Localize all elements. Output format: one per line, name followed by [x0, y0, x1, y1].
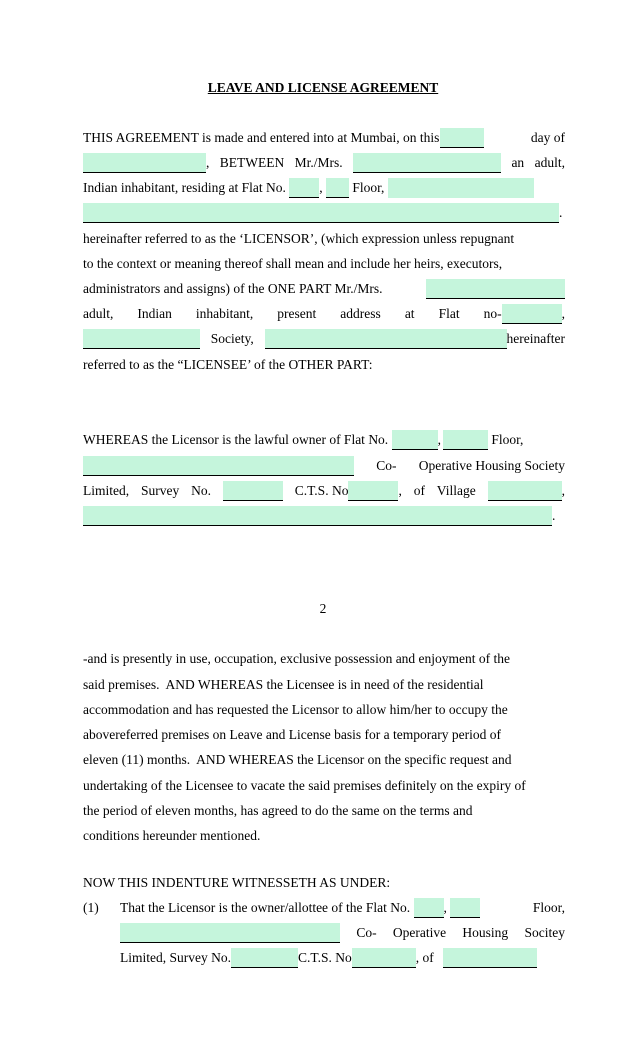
- clause1-floor-field[interactable]: [450, 898, 480, 918]
- licensor-address-field[interactable]: [83, 203, 559, 223]
- clause1-line2: Co- Operative Housing Socitey: [120, 923, 565, 943]
- licensor-name-field[interactable]: [353, 153, 501, 173]
- clause1-number: (1): [83, 900, 99, 915]
- clause1-line1: That the Licensor is the owner/allottee of the Flat No. , Floor,: [120, 898, 565, 918]
- para1-line5: hereinafter referred to as the ‘LICENSOR’, (which expression unless repugnant: [83, 231, 515, 246]
- para1-line3: Indian inhabitant, residing at Flat No. , Floor,: [83, 178, 565, 198]
- property-survey-no-field[interactable]: [223, 481, 283, 501]
- property-society-field[interactable]: [83, 456, 354, 476]
- clause1-society-field[interactable]: [120, 923, 340, 943]
- para3-line1: -and is presently in use, occupation, exclusive possession and enjoyment of the: [83, 651, 511, 666]
- para1-line4: .: [83, 203, 565, 223]
- para2-line2: Co- Operative Housing Society: [83, 456, 565, 476]
- para1-line8: adult, Indian inhabitant, present address at Flat no- ,: [83, 304, 565, 324]
- clause1-flat-no-field[interactable]: [414, 898, 444, 918]
- witness-heading: NOW THIS INDENTURE WITNESSETH AS UNDER:: [83, 875, 391, 890]
- para3-line2: said premises. AND WHEREAS the Licensee is in need of the residential: [83, 677, 484, 692]
- clause1-village-field[interactable]: [443, 948, 537, 968]
- para1-line2: , BETWEEN Mr./Mrs. an adult,: [83, 153, 565, 173]
- property-address-field[interactable]: [83, 506, 552, 526]
- licensee-flat-no-field[interactable]: [502, 304, 562, 324]
- licensor-flat-no-field[interactable]: [289, 178, 319, 198]
- property-cts-no-field[interactable]: [348, 481, 398, 501]
- page-number: 2: [319, 601, 327, 616]
- para3-line5: eleven (11) months. AND WHEREAS the Licensor on the specific request and: [83, 752, 512, 767]
- para1-line9: Society, hereinafter: [83, 329, 565, 349]
- licensee-building-field[interactable]: [83, 329, 200, 349]
- licensor-building-field[interactable]: [388, 178, 534, 198]
- agreement-month-year-field[interactable]: [83, 153, 206, 173]
- para1-line7: administrators and assigns) of the ONE PART Mr./Mrs.: [83, 279, 565, 299]
- licensor-floor-field[interactable]: [326, 178, 349, 198]
- document-title: LEAVE AND LICENSE AGREEMENT: [207, 80, 439, 95]
- clause1-survey-no-field[interactable]: [231, 948, 298, 968]
- clause1-cts-no-field[interactable]: [352, 948, 416, 968]
- property-flat-no-field[interactable]: [392, 430, 438, 450]
- property-floor-field[interactable]: [443, 430, 488, 450]
- licensee-society-field[interactable]: [265, 329, 507, 349]
- para3-line6: undertaking of the Licensee to vacate the said premises definitely on the expiry of: [83, 778, 526, 793]
- para3-line4: abovereferred premises on Leave and License basis for a temporary period of: [83, 727, 501, 742]
- para1-line6: to the context or meaning thereof shall mean and include her heirs, executors,: [83, 256, 503, 271]
- para2-line3: Limited, Survey No. C.T.S. No , of Village ,: [83, 481, 565, 501]
- agreement-day-field[interactable]: [440, 128, 484, 148]
- para2-line4: .: [83, 506, 565, 526]
- para3-line8: conditions hereunder mentioned.: [83, 828, 261, 843]
- para3-line3: accommodation and has requested the Licensor to allow him/her to occupy the: [83, 702, 508, 717]
- property-village-field[interactable]: [488, 481, 562, 501]
- para3-line7: the period of eleven months, has agreed to do the same on the terms and: [83, 803, 473, 818]
- para1-line10: referred to as the “LICENSEE’ of the OTHER PART:: [83, 357, 373, 372]
- clause1-line3: Limited, Survey No. C.T.S. No , of: [120, 948, 565, 968]
- para1-line1: THIS AGREEMENT is made and entered into at Mumbai, on this day of: [83, 128, 565, 148]
- para2-line1: WHEREAS the Licensor is the lawful owner of Flat No. , Floor,: [83, 430, 565, 450]
- licensee-name-field[interactable]: [426, 279, 565, 299]
